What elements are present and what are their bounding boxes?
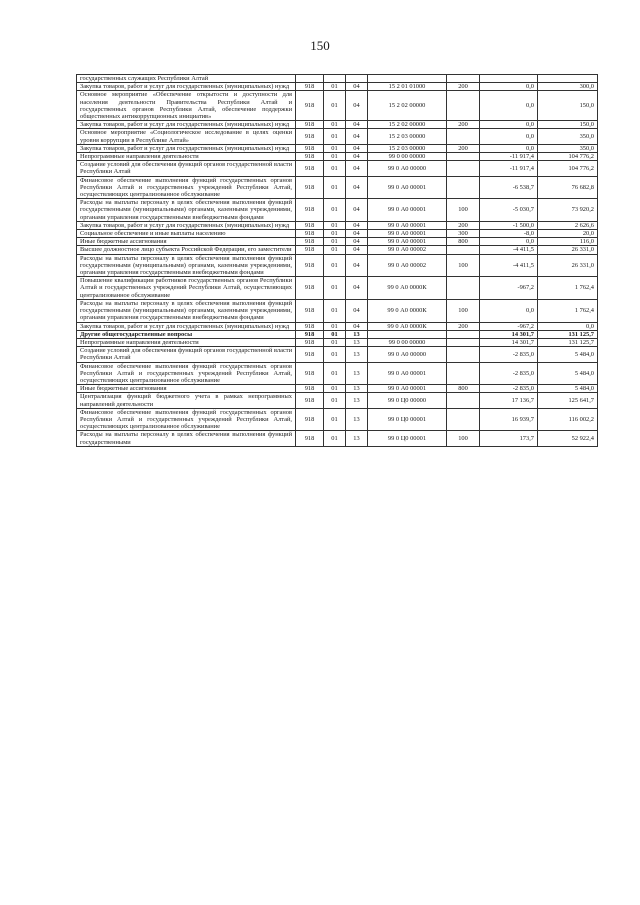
row-subsection-cell: 04 bbox=[346, 199, 368, 222]
row-total-amount-cell: 73 920,2 bbox=[538, 199, 598, 222]
row-change-amount-cell: -2 835,0 bbox=[480, 362, 538, 385]
row-subsection-cell: 13 bbox=[346, 362, 368, 385]
row-section-cell: 01 bbox=[324, 246, 346, 254]
row-total-amount-cell: 150,0 bbox=[538, 121, 598, 129]
row-grbs-cell: 918 bbox=[296, 230, 324, 238]
row-grbs-cell: 918 bbox=[296, 299, 324, 322]
table-row bbox=[77, 153, 598, 161]
row-target-article-cell: 99 0 00 00000 bbox=[368, 153, 447, 161]
row-section-cell: 01 bbox=[324, 129, 346, 144]
row-expense-type-cell: 100 bbox=[447, 254, 480, 277]
row-change-amount-cell: -4 411,5 bbox=[480, 246, 538, 254]
row-expense-type-cell: 800 bbox=[447, 385, 480, 393]
table-row bbox=[77, 75, 598, 83]
table-row bbox=[77, 347, 598, 362]
row-section-cell: 01 bbox=[324, 230, 346, 238]
row-expense-type-cell: 100 bbox=[447, 299, 480, 322]
row-target-article-cell: 99 0 Ц0 00001 bbox=[368, 408, 447, 431]
row-section-cell: 01 bbox=[324, 408, 346, 431]
row-target-article-cell bbox=[368, 75, 447, 83]
row-total-amount-cell: 350,0 bbox=[538, 129, 598, 144]
row-target-article-cell: 15 2 02 00000 bbox=[368, 121, 447, 129]
row-section-cell: 01 bbox=[324, 83, 346, 91]
row-grbs-cell: 918 bbox=[296, 385, 324, 393]
row-grbs-cell: 918 bbox=[296, 330, 324, 338]
table-row bbox=[77, 393, 598, 408]
row-name-cell: Расходы на выплаты персоналу в целях обеспечения выполнения функций государственными (муниципальными) органами, казенными учреждениями, органами управления государственными внебюджетными фондами bbox=[77, 299, 296, 322]
row-target-article-cell bbox=[368, 330, 447, 338]
row-expense-type-cell bbox=[447, 330, 480, 338]
budget-table-body bbox=[77, 75, 598, 447]
row-subsection-cell: 13 bbox=[346, 385, 368, 393]
row-change-amount-cell: 0,0 bbox=[480, 129, 538, 144]
row-total-amount-cell: 150,0 bbox=[538, 91, 598, 121]
row-grbs-cell: 918 bbox=[296, 129, 324, 144]
row-section-cell: 01 bbox=[324, 347, 346, 362]
row-section-cell: 01 bbox=[324, 161, 346, 176]
row-target-article-cell: 99 0 А0 00001 bbox=[368, 176, 447, 199]
row-change-amount-cell: 14 301,7 bbox=[480, 330, 538, 338]
row-expense-type-cell: 200 bbox=[447, 83, 480, 91]
row-total-amount-cell: 5 484,0 bbox=[538, 362, 598, 385]
row-subsection-cell: 04 bbox=[346, 176, 368, 199]
row-name-cell: Расходы на выплаты персоналу в целях обеспечения выполнения функций государственными (муниципальными) органами, казенными учреждениями, органами управления государственными внебюджетными фондами bbox=[77, 199, 296, 222]
row-subsection-cell: 04 bbox=[346, 238, 368, 246]
row-grbs-cell: 918 bbox=[296, 322, 324, 330]
row-subsection-cell: 13 bbox=[346, 393, 368, 408]
row-section-cell: 01 bbox=[324, 338, 346, 346]
row-subsection-cell: 04 bbox=[346, 254, 368, 277]
row-name-cell: Закупка товаров, работ и услуг для государственных (муниципальных) нужд bbox=[77, 221, 296, 229]
row-target-article-cell: 99 0 А0 00002 bbox=[368, 254, 447, 277]
row-name-cell: Непрограммные направления деятельности bbox=[77, 153, 296, 161]
row-total-amount-cell: 104 776,2 bbox=[538, 153, 598, 161]
row-section-cell: 01 bbox=[324, 176, 346, 199]
table-row bbox=[77, 121, 598, 129]
row-total-amount-cell: 26 331,0 bbox=[538, 254, 598, 277]
row-section-cell: 01 bbox=[324, 121, 346, 129]
table-row bbox=[77, 199, 598, 222]
row-total-amount-cell: 131 125,7 bbox=[538, 330, 598, 338]
row-grbs-cell bbox=[296, 75, 324, 83]
row-subsection-cell: 13 bbox=[346, 338, 368, 346]
row-subsection-cell: 04 bbox=[346, 161, 368, 176]
row-expense-type-cell bbox=[447, 129, 480, 144]
row-section-cell: 01 bbox=[324, 330, 346, 338]
row-section-cell: 01 bbox=[324, 199, 346, 222]
row-total-amount-cell: 104 776,2 bbox=[538, 161, 598, 176]
row-expense-type-cell: 200 bbox=[447, 144, 480, 152]
row-subsection-cell: 13 bbox=[346, 431, 368, 446]
row-target-article-cell: 99 0 А0 00001 bbox=[368, 238, 447, 246]
row-target-article-cell: 99 0 А0 00001 bbox=[368, 385, 447, 393]
table-row bbox=[77, 385, 598, 393]
table-row bbox=[77, 221, 598, 229]
row-expense-type-cell bbox=[447, 91, 480, 121]
row-expense-type-cell bbox=[447, 408, 480, 431]
row-change-amount-cell: -11 917,4 bbox=[480, 161, 538, 176]
row-change-amount-cell: -1 500,0 bbox=[480, 221, 538, 229]
row-target-article-cell: 99 0 А0 00000 bbox=[368, 161, 447, 176]
row-grbs-cell: 918 bbox=[296, 153, 324, 161]
row-section-cell: 01 bbox=[324, 254, 346, 277]
row-name-cell: Расходы на выплаты персоналу в целях обеспечения выполнения функций государственными (муниципальными) органами, казенными учреждениями, органами управления государственными внебюджетными фондами bbox=[77, 254, 296, 277]
row-target-article-cell: 99 0 А0 00002 bbox=[368, 246, 447, 254]
row-name-cell: Другие общегосударственные вопросы bbox=[77, 330, 296, 338]
row-total-amount-cell: 0,0 bbox=[538, 322, 598, 330]
row-change-amount-cell: -2 835,0 bbox=[480, 385, 538, 393]
row-change-amount-cell: 17 136,7 bbox=[480, 393, 538, 408]
table-row bbox=[77, 176, 598, 199]
row-change-amount-cell: -967,2 bbox=[480, 322, 538, 330]
row-total-amount-cell: 76 682,8 bbox=[538, 176, 598, 199]
row-expense-type-cell: 200 bbox=[447, 121, 480, 129]
row-change-amount-cell: -2 835,0 bbox=[480, 347, 538, 362]
row-grbs-cell: 918 bbox=[296, 161, 324, 176]
table-row bbox=[77, 129, 598, 144]
row-name-cell: Финансовое обеспечение выполнения функций государственных органов Республики Алтай и государственных учреждений Республики Алтай, осуществляющих централизованное обслуживание bbox=[77, 408, 296, 431]
row-change-amount-cell: 0,0 bbox=[480, 299, 538, 322]
row-expense-type-cell: 200 bbox=[447, 322, 480, 330]
row-section-cell bbox=[324, 75, 346, 83]
row-total-amount-cell: 5 484,0 bbox=[538, 385, 598, 393]
row-subsection-cell: 04 bbox=[346, 121, 368, 129]
row-grbs-cell: 918 bbox=[296, 83, 324, 91]
row-section-cell: 01 bbox=[324, 91, 346, 121]
row-expense-type-cell bbox=[447, 161, 480, 176]
row-target-article-cell: 99 0 А0 00001 bbox=[368, 221, 447, 229]
row-section-cell: 01 bbox=[324, 277, 346, 300]
row-total-amount-cell bbox=[538, 75, 598, 83]
row-name-cell: Финансовое обеспечение выполнения функций государственных органов Республики Алтай и государственных учреждений Республики Алтай, осуществляющих централизованное обслуживание bbox=[77, 362, 296, 385]
row-change-amount-cell: 0,0 bbox=[480, 144, 538, 152]
row-target-article-cell: 15 2 03 00000 bbox=[368, 129, 447, 144]
row-total-amount-cell: 116 002,2 bbox=[538, 408, 598, 431]
row-name-cell: Иные бюджетные ассигнования bbox=[77, 385, 296, 393]
row-expense-type-cell bbox=[447, 176, 480, 199]
table-row bbox=[77, 161, 598, 176]
row-name-cell: Централизация функций бюджетного учета в рамках непрограммных направлений деятельности bbox=[77, 393, 296, 408]
row-subsection-cell: 04 bbox=[346, 277, 368, 300]
row-grbs-cell: 918 bbox=[296, 431, 324, 446]
row-subsection-cell: 04 bbox=[346, 299, 368, 322]
table-row bbox=[77, 322, 598, 330]
budget-table bbox=[76, 74, 598, 447]
row-grbs-cell: 918 bbox=[296, 91, 324, 121]
row-subsection-cell: 13 bbox=[346, 347, 368, 362]
row-change-amount-cell: -967,2 bbox=[480, 277, 538, 300]
row-name-cell: Иные бюджетные ассигнования bbox=[77, 238, 296, 246]
row-name-cell: Социальное обеспечение и иные выплаты населению bbox=[77, 230, 296, 238]
row-change-amount-cell: 0,0 bbox=[480, 83, 538, 91]
table-row bbox=[77, 246, 598, 254]
row-expense-type-cell bbox=[447, 338, 480, 346]
row-subsection-cell: 13 bbox=[346, 330, 368, 338]
row-section-cell: 01 bbox=[324, 385, 346, 393]
table-row bbox=[77, 408, 598, 431]
row-target-article-cell: 99 0 А0 0000К bbox=[368, 277, 447, 300]
row-section-cell: 01 bbox=[324, 322, 346, 330]
row-target-article-cell: 99 0 00 00000 bbox=[368, 338, 447, 346]
row-name-cell: Расходы на выплаты персоналу в целях обеспечения выполнения функций государственными bbox=[77, 431, 296, 446]
row-name-cell: государственных служащих Республики Алтай bbox=[77, 75, 296, 83]
row-total-amount-cell: 5 484,0 bbox=[538, 347, 598, 362]
row-expense-type-cell: 100 bbox=[447, 199, 480, 222]
row-subsection-cell: 04 bbox=[346, 129, 368, 144]
row-total-amount-cell: 300,0 bbox=[538, 83, 598, 91]
row-subsection-cell bbox=[346, 75, 368, 83]
row-total-amount-cell: 350,0 bbox=[538, 144, 598, 152]
row-name-cell: Основное мероприятие «Обеспечение открытости и доступности для населения деятельности Правительства Республики Алтай и государственных органов Республики Алтай, обеспечение поддержки общественных антикоррупционных инициатив» bbox=[77, 91, 296, 121]
row-total-amount-cell: 1 762,4 bbox=[538, 277, 598, 300]
table-row bbox=[77, 91, 598, 121]
row-section-cell: 01 bbox=[324, 144, 346, 152]
row-total-amount-cell: 116,0 bbox=[538, 238, 598, 246]
row-expense-type-cell: 300 bbox=[447, 230, 480, 238]
row-expense-type-cell bbox=[447, 393, 480, 408]
row-target-article-cell: 15 2 01 01000 bbox=[368, 83, 447, 91]
row-subsection-cell: 04 bbox=[346, 153, 368, 161]
row-section-cell: 01 bbox=[324, 221, 346, 229]
row-grbs-cell: 918 bbox=[296, 254, 324, 277]
row-change-amount-cell: -6 538,7 bbox=[480, 176, 538, 199]
row-expense-type-cell bbox=[447, 362, 480, 385]
row-grbs-cell: 918 bbox=[296, 144, 324, 152]
row-name-cell: Финансовое обеспечение выполнения функций государственных органов Республики Алтай и государственных учреждений Республики Алтай, осуществляющих централизованное обслуживание bbox=[77, 176, 296, 199]
row-name-cell: Повышение квалификации работников государственных органов Республики Алтай и государственных учреждений Республики Алтай, осуществляющих централизованное обслуживание bbox=[77, 277, 296, 300]
row-name-cell: Закупка товаров, работ и услуг для государственных (муниципальных) нужд bbox=[77, 144, 296, 152]
row-section-cell: 01 bbox=[324, 238, 346, 246]
row-subsection-cell: 04 bbox=[346, 144, 368, 152]
row-change-amount-cell: -4 411,5 bbox=[480, 254, 538, 277]
table-row bbox=[77, 83, 598, 91]
row-change-amount-cell bbox=[480, 75, 538, 83]
row-change-amount-cell: -8,0 bbox=[480, 230, 538, 238]
row-section-cell: 01 bbox=[324, 431, 346, 446]
row-total-amount-cell: 131 125,7 bbox=[538, 338, 598, 346]
row-grbs-cell: 918 bbox=[296, 238, 324, 246]
row-change-amount-cell: 14 301,7 bbox=[480, 338, 538, 346]
row-target-article-cell: 99 0 А0 00001 bbox=[368, 230, 447, 238]
table-row bbox=[77, 338, 598, 346]
row-name-cell: Закупка товаров, работ и услуг для государственных (муниципальных) нужд bbox=[77, 83, 296, 91]
row-grbs-cell: 918 bbox=[296, 347, 324, 362]
row-target-article-cell: 99 0 А0 0000К bbox=[368, 299, 447, 322]
row-subsection-cell: 04 bbox=[346, 246, 368, 254]
row-grbs-cell: 918 bbox=[296, 408, 324, 431]
row-total-amount-cell: 20,0 bbox=[538, 230, 598, 238]
table-row bbox=[77, 330, 598, 338]
row-subsection-cell: 04 bbox=[346, 230, 368, 238]
row-total-amount-cell: 26 331,0 bbox=[538, 246, 598, 254]
row-grbs-cell: 918 bbox=[296, 176, 324, 199]
row-name-cell: Создание условий для обеспечения функций органов государственной власти Республики Алтай bbox=[77, 347, 296, 362]
row-grbs-cell: 918 bbox=[296, 277, 324, 300]
row-total-amount-cell: 1 762,4 bbox=[538, 299, 598, 322]
row-target-article-cell: 15 2 03 00000 bbox=[368, 144, 447, 152]
row-section-cell: 01 bbox=[324, 153, 346, 161]
table-row bbox=[77, 144, 598, 152]
table-row bbox=[77, 362, 598, 385]
row-total-amount-cell: 52 922,4 bbox=[538, 431, 598, 446]
row-change-amount-cell: 0,0 bbox=[480, 121, 538, 129]
row-grbs-cell: 918 bbox=[296, 121, 324, 129]
row-grbs-cell: 918 bbox=[296, 221, 324, 229]
row-target-article-cell: 15 2 02 00000 bbox=[368, 91, 447, 121]
row-name-cell: Создание условий для обеспечения функций органов государственной власти Республики Алтай bbox=[77, 161, 296, 176]
row-target-article-cell: 99 0 А0 00001 bbox=[368, 199, 447, 222]
row-change-amount-cell: -5 030,7 bbox=[480, 199, 538, 222]
row-subsection-cell: 04 bbox=[346, 221, 368, 229]
row-target-article-cell: 99 0 А0 0000К bbox=[368, 322, 447, 330]
row-change-amount-cell: 173,7 bbox=[480, 431, 538, 446]
row-grbs-cell: 918 bbox=[296, 362, 324, 385]
row-subsection-cell: 04 bbox=[346, 83, 368, 91]
row-grbs-cell: 918 bbox=[296, 338, 324, 346]
row-subsection-cell: 04 bbox=[346, 91, 368, 121]
row-change-amount-cell: 16 939,7 bbox=[480, 408, 538, 431]
row-expense-type-cell bbox=[447, 75, 480, 83]
row-subsection-cell: 13 bbox=[346, 408, 368, 431]
row-target-article-cell: 99 0 А0 00000 bbox=[368, 347, 447, 362]
row-section-cell: 01 bbox=[324, 393, 346, 408]
row-change-amount-cell: 0,0 bbox=[480, 238, 538, 246]
table-row bbox=[77, 299, 598, 322]
row-subsection-cell: 04 bbox=[346, 322, 368, 330]
row-total-amount-cell: 125 641,7 bbox=[538, 393, 598, 408]
row-total-amount-cell: 2 626,6 bbox=[538, 221, 598, 229]
row-expense-type-cell: 200 bbox=[447, 221, 480, 229]
row-target-article-cell: 99 0 А0 00001 bbox=[368, 362, 447, 385]
table-row bbox=[77, 431, 598, 446]
row-target-article-cell: 99 0 Ц0 00001 bbox=[368, 431, 447, 446]
row-expense-type-cell bbox=[447, 277, 480, 300]
row-name-cell: Непрограммные направления деятельности bbox=[77, 338, 296, 346]
table-row bbox=[77, 277, 598, 300]
row-section-cell: 01 bbox=[324, 362, 346, 385]
row-name-cell: Закупка товаров, работ и услуг для государственных (муниципальных) нужд bbox=[77, 121, 296, 129]
row-grbs-cell: 918 bbox=[296, 246, 324, 254]
page-number: 150 bbox=[310, 38, 330, 53]
table-row bbox=[77, 254, 598, 277]
row-expense-type-cell bbox=[447, 246, 480, 254]
table-row bbox=[77, 238, 598, 246]
row-name-cell: Основное мероприятие «Социологическое исследование в целях оценки уровня коррупции в Республике Алтай» bbox=[77, 129, 296, 144]
row-section-cell: 01 bbox=[324, 299, 346, 322]
table-row bbox=[77, 230, 598, 238]
row-grbs-cell: 918 bbox=[296, 393, 324, 408]
row-name-cell: Закупка товаров, работ и услуг для государственных (муниципальных) нужд bbox=[77, 322, 296, 330]
row-target-article-cell: 99 0 Ц0 00000 bbox=[368, 393, 447, 408]
row-expense-type-cell: 800 bbox=[447, 238, 480, 246]
row-name-cell: Высшее должностное лицо субъекта Российской Федерации, его заместители bbox=[77, 246, 296, 254]
row-expense-type-cell: 100 bbox=[447, 431, 480, 446]
row-grbs-cell: 918 bbox=[296, 199, 324, 222]
row-change-amount-cell: 0,0 bbox=[480, 91, 538, 121]
row-expense-type-cell bbox=[447, 153, 480, 161]
row-expense-type-cell bbox=[447, 347, 480, 362]
row-change-amount-cell: -11 917,4 bbox=[480, 153, 538, 161]
